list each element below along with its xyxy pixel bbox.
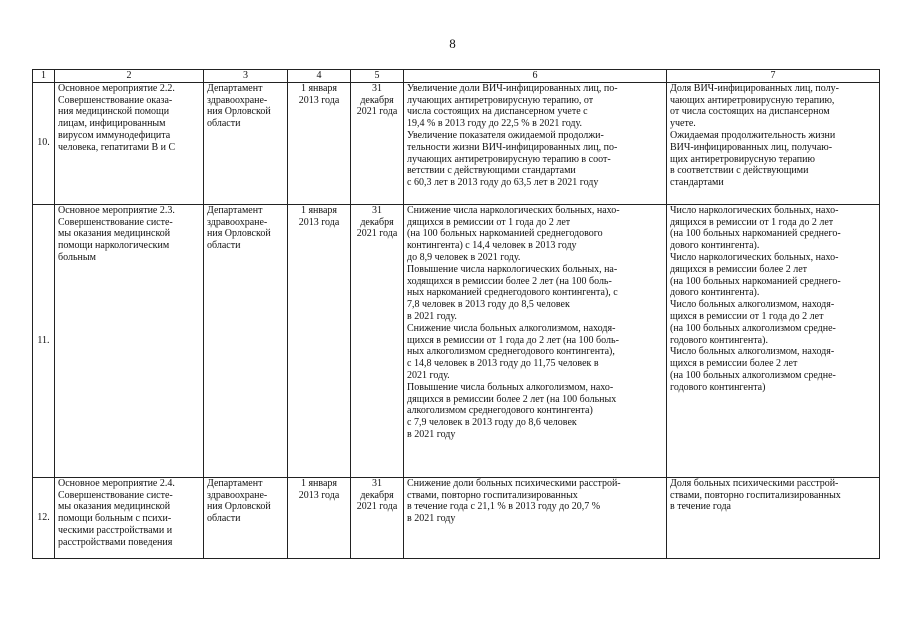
column-header: 4 [288,70,351,83]
table-row [33,204,880,477]
column-header: 7 [667,70,880,83]
executor: Департамент здравоохране- ния Орловской области [204,204,288,477]
start-date: 1 января 2013 года [288,82,351,204]
indicators: Доля больных психическими расстрой- ствами, повторно госпитализированных в течение года [667,477,880,558]
event-name: Основное мероприятие 2.2. Совершенствование оказа- ния медицинской помощи лицам, инфицированным вирусом иммунодефицита человека, гепатитами В и С [55,82,204,204]
program-events-table [32,69,880,559]
event-name: Основное мероприятие 2.3. Совершенствование систе- мы оказания медицинской помощи наркологическим больным [55,204,204,477]
executor: Департамент здравоохране- ния Орловской области [204,477,288,558]
expected-result: Снижение доли больных психическими расстрой- ствами, повторно госпитализированных в течение года с 21,1 % в 2013 году до 20,7 % в 2021 году [404,477,667,558]
event-name: Основное мероприятие 2.4. Совершенствование систе- мы оказания медицинской помощи больным с психи- ческими расстройствами и расстройствами поведения [55,477,204,558]
column-header: 1 [33,70,55,83]
page-number: 8 [449,36,456,51]
expected-result: Снижение числа наркологических больных, нахо- дящихся в ремиссии от 1 года до 2 лет (на 100 больных наркоманией среднегодового контингента) с 14,4 человек в 2013 году до 8,9 человек в 2021 году. Повышение числа наркологических больных, на- ходящихся в ремиссии более 2 лет (на 100 боль- ных наркоманией среднегодового контингента), с 7,8 человек в 2013 году до 8,5 человек в 2021 году. Снижение числа больных алкоголизмом, находя- щихся в ремиссии от 1 года до 2 лет (на 100 боль- ных алкоголизмом среднегодового контингента), с 14,8 человек в 2013 году до 11,75 человек в 2021 году. Повышение числа больных алкоголизмом, нахо- дящихся в ремиссии более 2 лет (на 100 больных алкоголизмом среднегодового контингента) с 7,9 человек в 2013 году до 8,6 человек в 2021 году [404,204,667,477]
table-row [33,82,880,204]
start-date: 1 января 2013 года [288,204,351,477]
table-header-row [33,70,880,83]
end-date: 31 декабря 2021 года [351,204,404,477]
column-header: 2 [55,70,204,83]
expected-result: Увеличение доли ВИЧ-инфицированных лиц, по- лучающих антиретровирусную терапию, от числа состоящих на диспансерном учете с 19,4 % в 2013 году до 22,5 % в 2021 году. Увеличение показателя ожидаемой продолжи- тельности жизни ВИЧ-инфицированных лиц, по- лучающих антиретровирусную терапию в соот- ветствии с действующими стандартами с 60,3 лет в 2013 году до 63,5 лет в 2021 году [404,82,667,204]
row-number: 12. [33,477,55,558]
column-header: 6 [404,70,667,83]
column-header: 5 [351,70,404,83]
indicators: Доля ВИЧ-инфицированных лиц, полу- чающих антиретровирусную терапию, от числа состоящих на диспансерном учете. Ожидаемая продолжительность жизни ВИЧ-инфицированных лиц, получаю- щих антиретровирусную терапию в соответствии с действующими стандартами [667,82,880,204]
row-number: 11. [33,204,55,477]
end-date: 31 декабря 2021 года [351,477,404,558]
indicators: Число наркологических больных, нахо- дящихся в ремиссии от 1 года до 2 лет (на 100 больных наркоманией среднего- дового контингента). Число наркологических больных, нахо- дящихся в ремиссии более 2 лет (на 100 больных наркоманией среднего- дового контингента). Число больных алкоголизмом, находя- щихся в ремиссии от 1 года до 2 лет (на 100 больных алкоголизмом средне- годового контингента). Число больных алкоголизмом, находя- щихся в ремиссии более 2 лет (на 100 больных алкоголизмом средне- годового контингента) [667,204,880,477]
column-header: 3 [204,70,288,83]
table-row [33,477,880,558]
row-number: 10. [33,82,55,204]
executor: Департамент здравоохране- ния Орловской области [204,82,288,204]
end-date: 31 декабря 2021 года [351,82,404,204]
start-date: 1 января 2013 года [288,477,351,558]
